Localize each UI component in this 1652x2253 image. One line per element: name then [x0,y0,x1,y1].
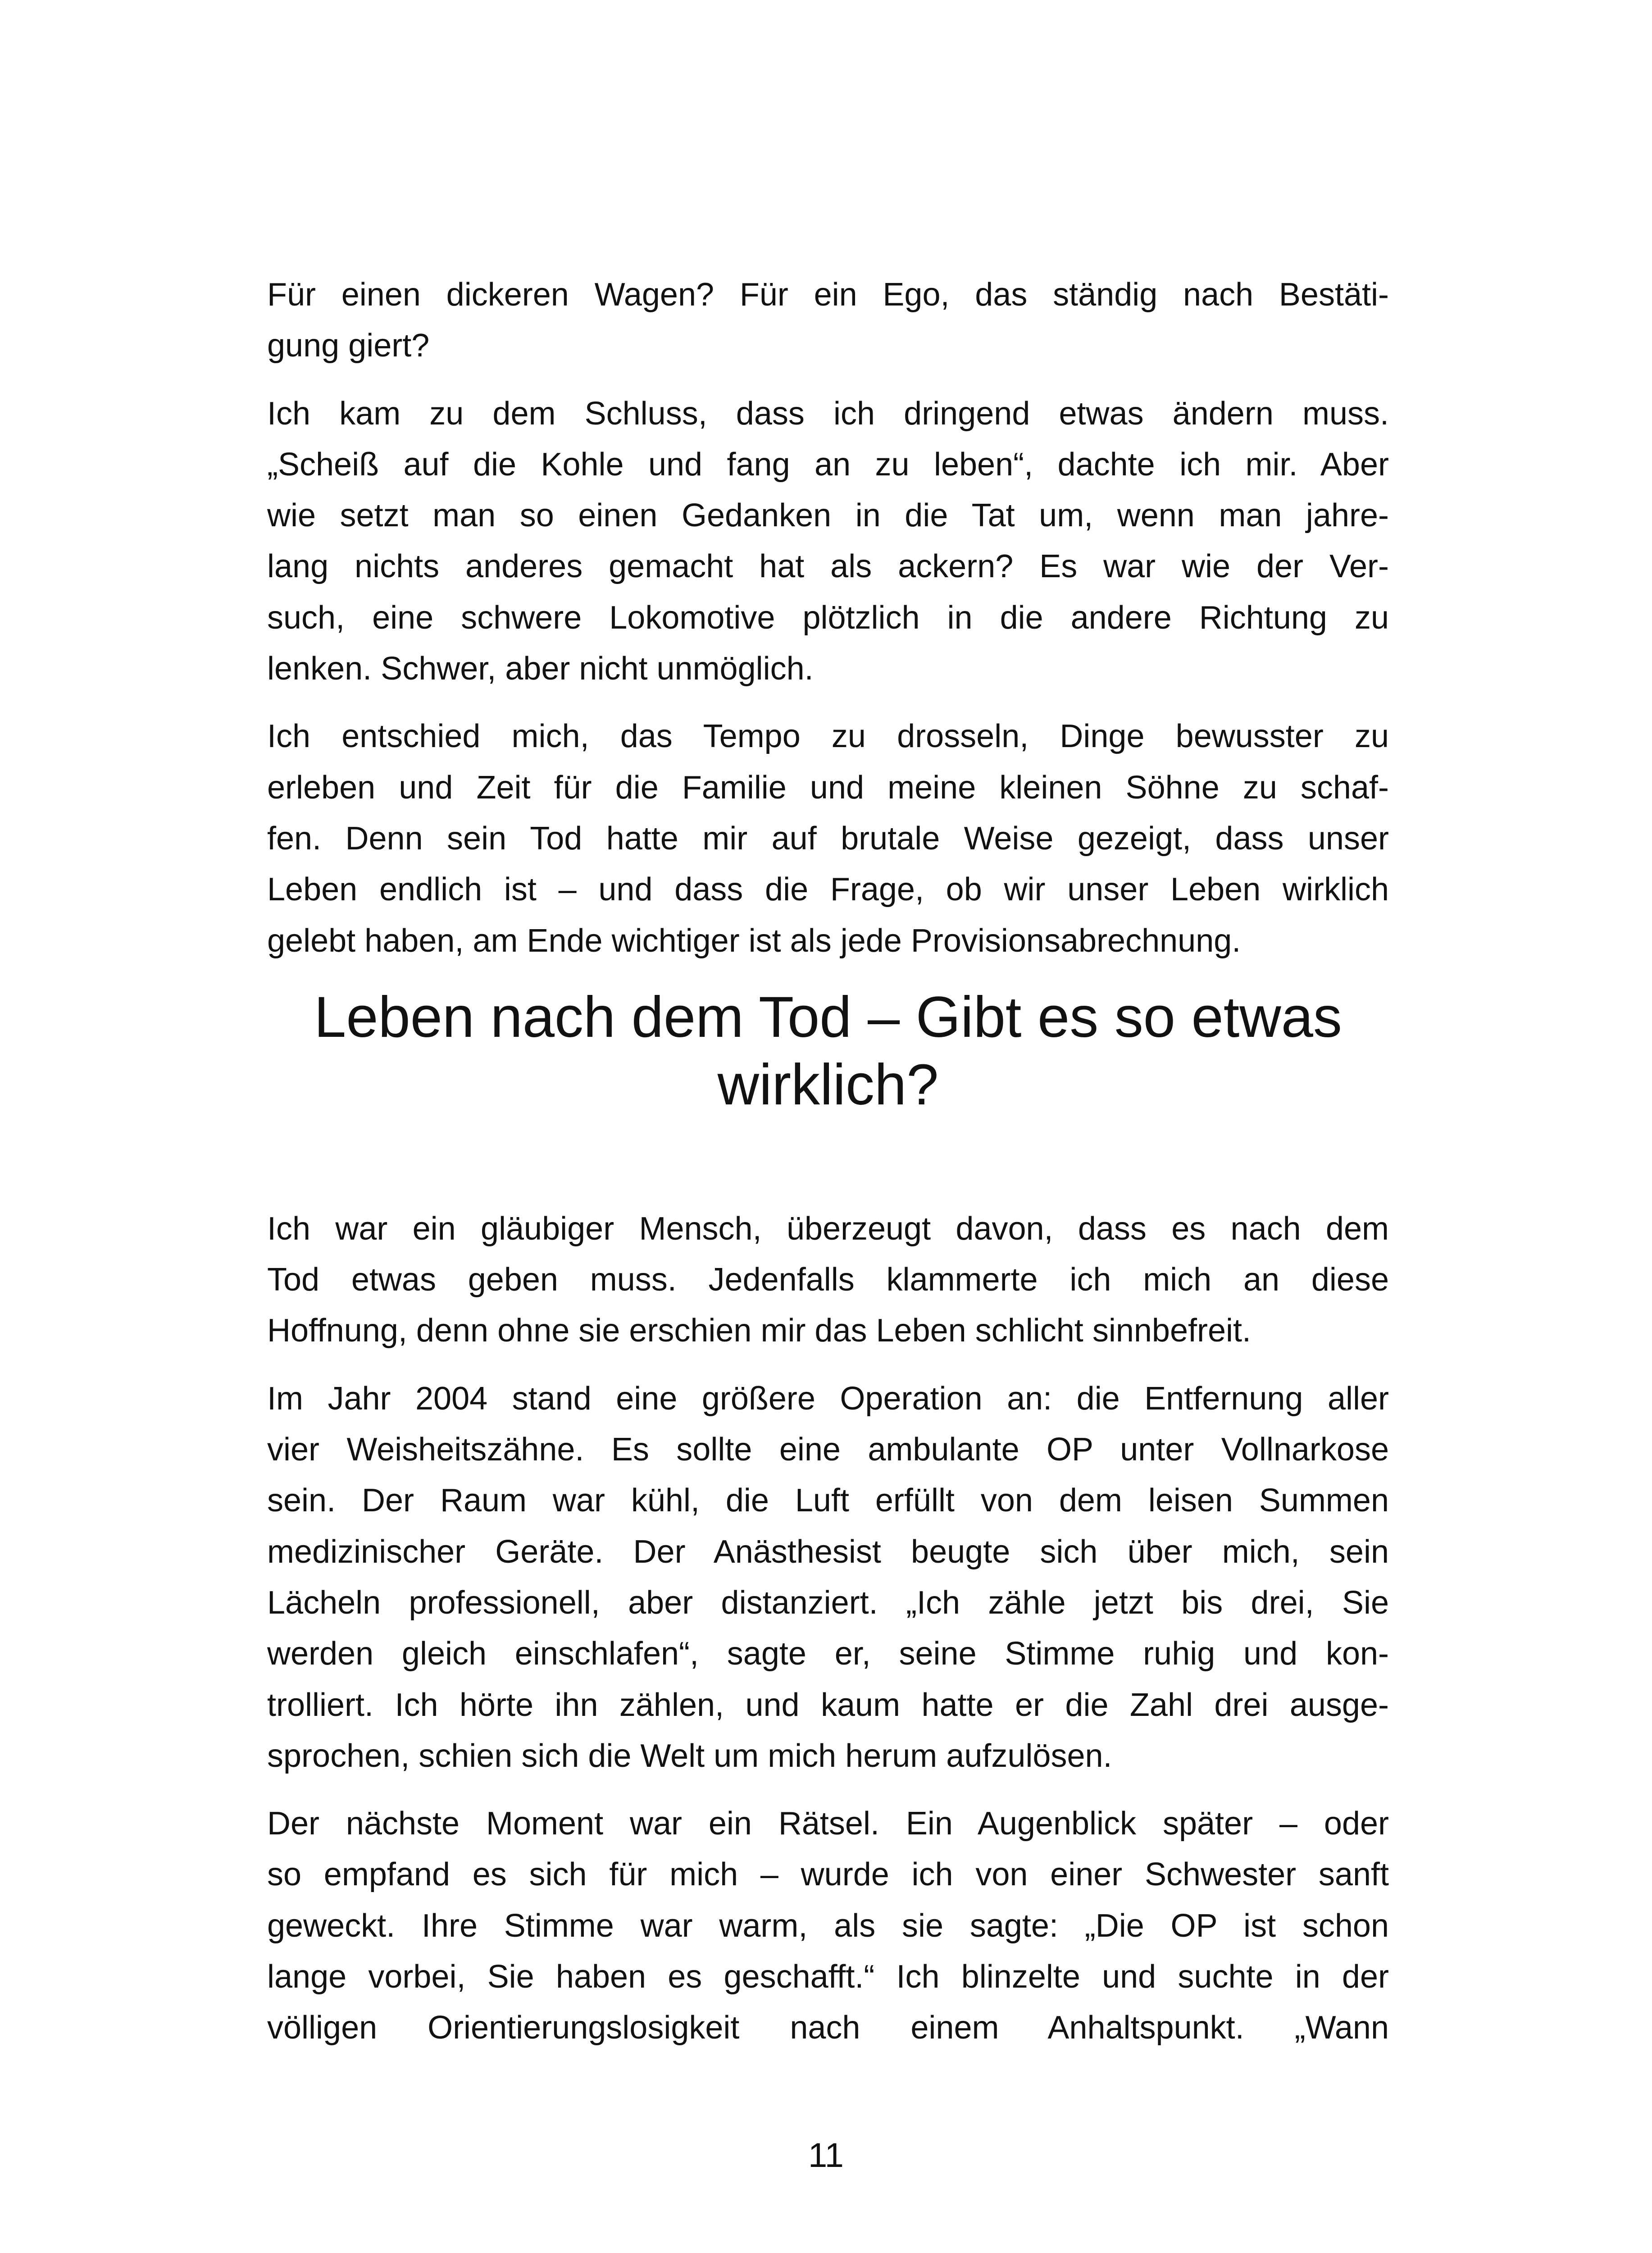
paragraph [267,1204,1389,1357]
text-line: Im Jahr 2004 stand eine größere Operation an: die Entfernung aller [267,1380,1389,1417]
text-line: „Scheiß auf die Kohle und fang an zu leben“, dachte ich mir. Aber [267,446,1389,483]
paragraphs-top [267,269,1389,967]
text-line: vier Weisheitszähne. Es sollte eine ambulante OP unter Vollnarkose [267,1432,1389,1468]
text-line: medizinischer Geräte. Der Anästhesist beugte sich über mich, sein [267,1533,1389,1570]
text-line: fen. Denn sein Tod hatte mir auf brutale Weise gezeigt, dass unser [267,820,1389,857]
text-line: Leben endlich ist – und dass die Frage, ob wir unser Leben wirklich [267,871,1389,908]
page-body [267,269,1389,2054]
text-line: Ich entschied mich, das Tempo zu drosseln, Dinge bewusster zu [267,718,1389,755]
paragraphs-bottom [267,1204,1389,2054]
text-line: lange vorbei, Sie haben es geschafft.“ Ich blinzelte und suchte in der [267,1959,1389,1995]
text-line: Tod etwas geben muss. Jedenfalls klammerte ich mich an diese [267,1262,1389,1298]
text-line: Für einen dickeren Wagen? Für ein Ego, das ständig nach Bestäti- [267,277,1389,313]
text-line: lang nichts anderes gemacht hat als ackern? Es war wie der Ver- [267,548,1389,585]
text-line: Der nächste Moment war ein Rätsel. Ein Augenblick später – oder [267,1806,1389,1842]
text-line: lenken. Schwer, aber nicht unmöglich. [267,651,814,687]
paragraph [267,269,1389,372]
paragraph [267,388,1389,695]
text-line: Hoffnung, denn ohne sie erschien mir das Leben schlicht sinnbefreit. [267,1313,1252,1349]
text-line: wie setzt man so einen Gedanken in die Tat um, wenn man jahre- [267,497,1389,534]
paragraph [267,711,1389,966]
text-line: geweckt. Ihre Stimme war warm, als sie sagte: „Die OP ist schon [267,1907,1389,1944]
text-line: sprochen, schien sich die Welt um mich herum aufzulösen. [267,1738,1112,1774]
text-line: such, eine schwere Lokomotive plötzlich in die andere Richtung zu [267,599,1389,636]
section-heading [267,984,1389,1119]
paragraph [267,1373,1389,1782]
heading-line: wirklich? [717,1052,939,1117]
text-line: sein. Der Raum war kühl, die Luft erfüllt von dem leisen Summen [267,1482,1389,1519]
paragraph [267,1798,1389,2053]
text-line: erleben und Zeit für die Familie und meine kleinen Söhne zu schaf- [267,769,1389,806]
text-line: werden gleich einschlafen“, sagte er, seine Stimme ruhig und kon- [267,1636,1389,1672]
text-line: Lächeln professionell, aber distanziert. „Ich zähle jetzt bis drei, Sie [267,1584,1389,1621]
heading-line: Leben nach dem Tod – Gibt es so etwas [314,985,1342,1049]
text-line: trolliert. Ich hörte ihn zählen, und kaum hatte er die Zahl drei ausge- [267,1687,1389,1723]
text-line: Ich war ein gläubiger Mensch, überzeugt davon, dass es nach dem [267,1210,1389,1247]
page-number: 11 [808,2136,844,2175]
text-line: gelebt haben, am Ende wichtiger ist als jede Provisionsabrechnung. [267,922,1241,959]
text-line: so empfand es sich für mich – wurde ich von einer Schwester sanft [267,1856,1389,1893]
text-line: völligen Orientierungslosigkeit nach einem Anhaltspunkt. „Wann [267,2010,1389,2046]
text-line: Ich kam zu dem Schluss, dass ich dringend etwas ändern muss. [267,395,1389,432]
text-line: gung giert? [267,328,430,364]
